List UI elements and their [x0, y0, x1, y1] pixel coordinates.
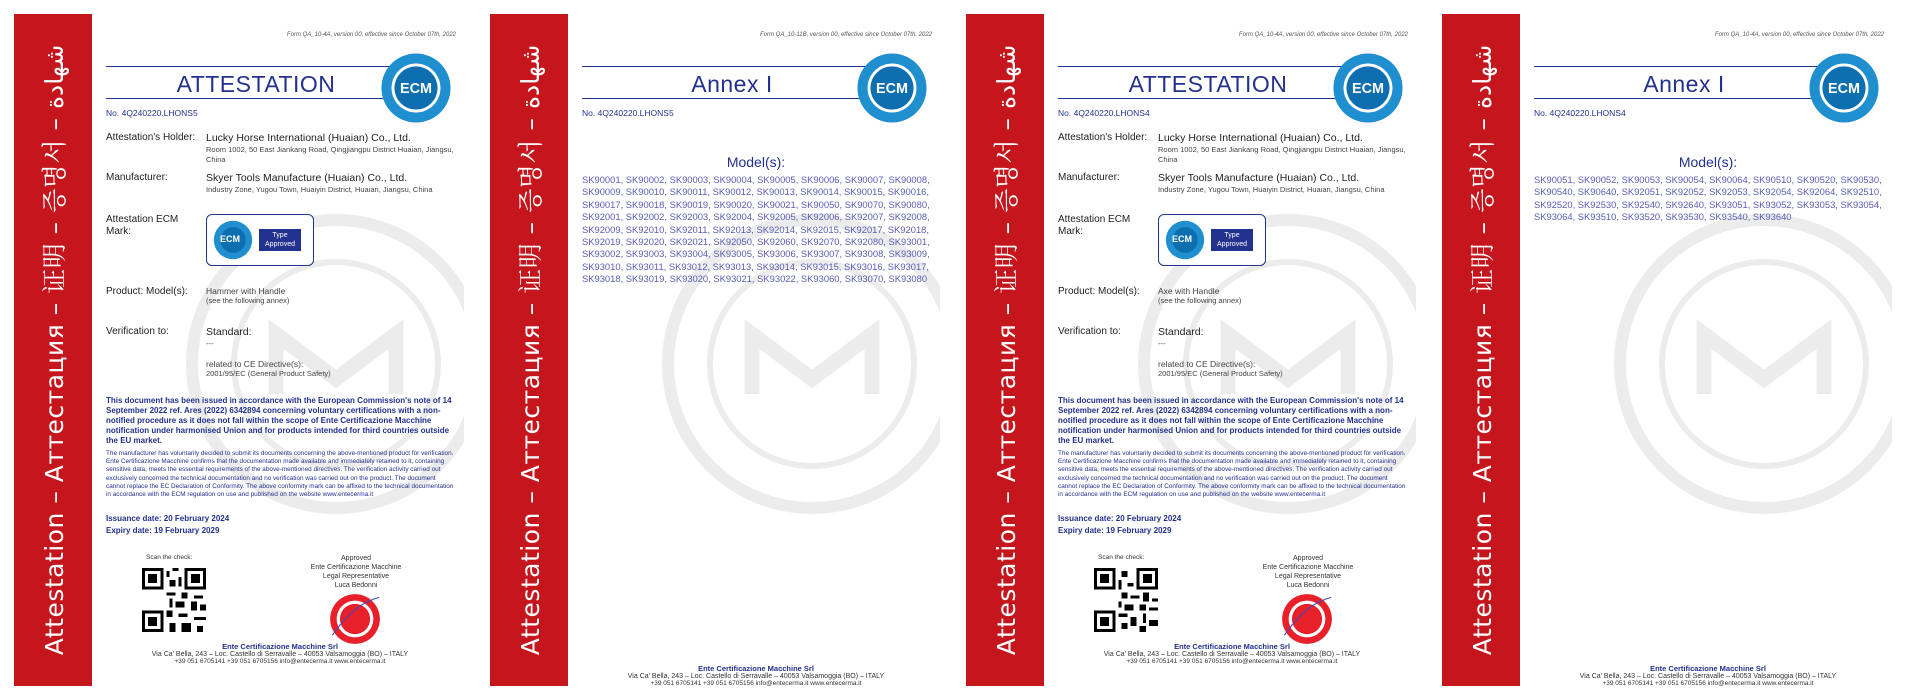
- title-rule-top: [1534, 66, 1834, 67]
- directive-value: 2001/95/EC (General Product Safety): [206, 369, 331, 378]
- verification-dash: ---: [1158, 339, 1166, 348]
- manufacturer-label: Manufacturer:: [1058, 172, 1120, 183]
- footer-contact: +39 051 6705141 +39 051 6705156 info@entecerma.it www.entecerma.it: [1126, 658, 1338, 665]
- verification-label: Verification to:: [1058, 326, 1121, 337]
- ecm-type-approved-badge: [1158, 214, 1266, 266]
- document-number: No. 4Q240220.LHONS5: [106, 108, 198, 118]
- qr-code-icon[interactable]: [142, 568, 206, 632]
- ecm-logo-icon: [380, 52, 452, 124]
- manufacturer-name: Skyer Tools Manufacture (Huaian) Co., Ltd.: [1158, 172, 1360, 184]
- side-banner-text: Attestation – Аттестация – 证明 – 증명서 – شهادة: [516, 44, 545, 656]
- qr-label: Scan the check:: [146, 554, 193, 561]
- legal-notice: This document has been issued in accordance with the European Commission's note of 14 September 2022 ref. Ares (2022) 6342894 concerning voluntary certifications with a non-notified procedure as it does not fall within the scope of Ente Certificazione Macchine notification under harmonised Union and for products intended for third countries outside the EU market.: [1058, 396, 1404, 445]
- side-banner: [966, 14, 1044, 686]
- annex-title: Annex I: [691, 71, 773, 97]
- page-content: [582, 14, 932, 686]
- verification-standard: Standard:: [1158, 326, 1204, 338]
- type-approved-box: Type Approved: [1211, 229, 1253, 251]
- footer-company: Ente Certificazione Macchine Srl: [222, 642, 338, 651]
- holder-label: Attestation's Holder:: [1058, 132, 1148, 143]
- footer-company: Ente Certificazione Macchine Srl: [1650, 664, 1766, 673]
- footer-contact: +39 051 6705141 +39 051 6705156 info@entecerma.it www.entecerma.it: [174, 658, 386, 665]
- ecm-logo-icon: [856, 52, 928, 124]
- badge-ecm-text: ECM: [220, 234, 240, 244]
- verification-dash: ---: [206, 339, 214, 348]
- approved-text: Approved Ente Certificazione Macchine Legal Representative Luca Bedonni: [1262, 555, 1354, 589]
- holder-label: Attestation's Holder:: [106, 132, 196, 143]
- attestation-page-2: [966, 14, 1416, 686]
- ecm-stamp-icon: [328, 592, 382, 646]
- body-text: The manufacturer has voluntarily decided to submit its documents concerning the above-mentioned product for verification. Ente Certificazione Macchine confirms that the documentation made available and immediately retained to it, containing sensitive data, meets the essential requirements of the above-mentioned directives. The verification activity carried out exclusively concerned the technical documentation and no verification was carried out on the product. The document cannot replace the EC Declaration of Conformity. The above conformity mark can be affixed to the technical documentation in accordance with the ECM regulation on use and published on the website www.entecerma.it: [1058, 450, 1406, 499]
- mark-label: Attestation ECM Mark:: [1058, 214, 1131, 237]
- title-rule-bottom: [582, 98, 882, 99]
- side-banner: [14, 14, 92, 686]
- title-rule-top: [1058, 66, 1358, 67]
- expiry-date: Expiry date: 19 February 2029: [1058, 526, 1172, 535]
- annex-title: Annex I: [1643, 71, 1725, 97]
- document-title: ATTESTATION: [176, 71, 336, 97]
- title-rule-bottom: [1534, 98, 1834, 99]
- footer-contact: +39 051 6705141 +39 051 6705156 info@entecerma.it www.entecerma.it: [650, 680, 862, 686]
- document-number: No. 4Q240220.LHONS4: [1058, 108, 1150, 118]
- legal-notice: This document has been issued in accordance with the European Commission's note of 14 September 2022 ref. Ares (2022) 6342894 concerning voluntary certifications with a non-notified procedure as it does not fall within the scope of Ente Certificazione Macchine notification under harmonised Union and for products intended for third countries outside the EU market.: [106, 396, 452, 445]
- qr-label: Scan the check:: [1098, 554, 1145, 561]
- side-banner: [490, 14, 568, 686]
- issuance-date: Issuance date: 20 February 2024: [106, 514, 230, 523]
- footer-address: Via Ca' Bella, 243 – Loc. Castello di Serravalle – 40053 Valsamoggia (BO) – ITALY: [1579, 673, 1837, 680]
- footer: [1534, 664, 1882, 686]
- footer-company: Ente Certificazione Macchine Srl: [698, 664, 814, 673]
- badge-ecm-text: ECM: [1172, 234, 1192, 244]
- ecm-type-approved-badge: [206, 214, 314, 266]
- approved-signature: [266, 554, 446, 590]
- document-number: No. 4Q240220.LHONS4: [1534, 108, 1626, 118]
- manufacturer-address: Industry Zone, Yugou Town, Huaiyin District, Huaian, Jiangsu, China: [1158, 185, 1385, 194]
- title-block: [106, 64, 406, 100]
- title-rule-top: [106, 66, 406, 67]
- annex-page-2: [1442, 14, 1892, 686]
- side-banner-text: Attestation – Аттестация – 证明 – 증명서 – شهادة: [1468, 44, 1497, 656]
- product-label: Product: Model(s):: [1058, 286, 1140, 297]
- title-rule-top: [582, 66, 882, 67]
- attestation-page-1: [14, 14, 464, 686]
- models-list: SK90051, SK90052, SK90053, SK90054, SK90064, SK90510, SK90520, SK90530, SK90540, SK90640, SK92051, SK92052, SK92053, SK92054, SK92064, SK92510, SK92520, SK92530, SK92540, SK92640, SK93051, SK93052, SK93053, SK93054, SK93064, SK93510, SK93520, SK93530, SK93540, SK93640: [1534, 174, 1882, 223]
- svg-text:ECM: ECM: [400, 81, 432, 98]
- verification-label: Verification to:: [106, 326, 169, 337]
- side-banner: [1442, 14, 1520, 686]
- svg-text:ECM: ECM: [1828, 81, 1860, 98]
- footer: [582, 664, 930, 686]
- form-version: Form QA_10-4A, version 00, effective since October 07th, 2022: [1714, 32, 1884, 38]
- annex-page-1: [490, 14, 940, 686]
- approved-signature: [1218, 554, 1398, 590]
- holder-name: Lucky Horse International (Huaian) Co., Ltd.: [1158, 132, 1363, 144]
- document-number: No. 4Q240220.LHONS5: [582, 108, 674, 118]
- title-rule-bottom: [1058, 98, 1358, 99]
- title-rule-bottom: [106, 98, 406, 99]
- product-models: (see the following annex): [1158, 296, 1242, 305]
- directive-label: related to CE Directive(s):: [206, 359, 304, 369]
- directive-label: related to CE Directive(s):: [1158, 359, 1256, 369]
- page-content: [1534, 14, 1884, 686]
- body-text: The manufacturer has voluntarily decided to submit its documents concerning the above-mentioned product for verification. Ente Certificazione Macchine confirms that the documentation made available and immediately retained to it, containing sensitive data, meets the essential requirements of the above-mentioned directives. The verification activity carried out exclusively concerned the technical documentation and no verification was carried out on the product. The document cannot replace the EC Declaration of Conformity. The above conformity mark can be affixed to the technical documentation in accordance with the ECM regulation on use and published on the website www.entecerma.it: [106, 450, 454, 499]
- svg-text:ECM: ECM: [1352, 81, 1384, 98]
- approved-text: Approved Ente Certificazione Macchine Legal Representative Luca Bedonni: [310, 555, 402, 589]
- product-name: Hammer with Handle: [206, 286, 286, 296]
- directive-value: 2001/95/EC (General Product Safety): [1158, 369, 1283, 378]
- product-label: Product: Model(s):: [106, 286, 188, 297]
- ecm-watermark-icon: [1614, 214, 1892, 514]
- page-content: [1058, 14, 1408, 686]
- svg-text:ECM: ECM: [876, 81, 908, 98]
- footer: [106, 642, 454, 665]
- manufacturer-name: Skyer Tools Manufacture (Huaian) Co., Ltd.: [206, 172, 408, 184]
- document-title: ATTESTATION: [1128, 71, 1288, 97]
- footer-address: Via Ca' Bella, 243 – Loc. Castello di Serravalle – 40053 Valsamoggia (BO) – ITALY: [627, 673, 885, 680]
- form-version: Form QA_10-4A, version 00, effective since October 07th, 2022: [1238, 32, 1408, 38]
- manufacturer-address: Industry Zone, Yugou Town, Huaiyin District, Huaian, Jiangsu, China: [206, 185, 433, 194]
- ecm-logo-icon: [1808, 52, 1880, 124]
- footer-company: Ente Certificazione Macchine Srl: [1174, 642, 1290, 651]
- type-approved-box: Type Approved: [259, 229, 301, 251]
- verification-standard: Standard:: [206, 326, 252, 338]
- side-banner-text: Attestation – Аттестация – 证明 – 증명서 – شهادة: [40, 44, 69, 656]
- expiry-date: Expiry date: 19 February 2029: [106, 526, 220, 535]
- footer-contact: +39 051 6705141 +39 051 6705156 info@entecerma.it www.entecerma.it: [1602, 680, 1814, 686]
- models-heading: Model(s):: [726, 154, 786, 170]
- holder-name: Lucky Horse International (Huaian) Co., Ltd.: [206, 132, 411, 144]
- models-heading: Model(s):: [1678, 154, 1738, 170]
- models-list: SK90001, SK90002, SK90003, SK90004, SK90005, SK90006, SK90007, SK90008, SK90009, SK90010, SK90011, SK90012, SK90013, SK90014, SK90015, SK90016, SK90017, SK90018, SK90019, SK90020, SK90021, SK90050, SK90070, SK90080, SK92001, SK92002, SK92003, SK92004, SK92005, SK92006, SK92007, SK92008, SK92009, SK92010, SK92011, SK92013, SK92014, SK92015, SK92017, SK92018, SK92019, SK92020, SK92021, SK92050, SK92060, SK92070, SK92080, SK93001, SK93002, SK93003, SK93004, SK93005, SK93006, SK93007, SK93008, SK93009, SK93010, SK93011, SK93012, SK93013, SK93014, SK93015, SK93016, SK93017, SK93018, SK93019, SK93020, SK93021, SK93022, SK93060, SK93070, SK93080: [582, 174, 930, 285]
- holder-address: Room 1002, 50 East Jiankang Road, Qingjiangpu District Huaian, Jiangsu, China: [1158, 145, 1406, 164]
- product-name: Axe with Handle: [1158, 286, 1220, 296]
- holder-address: Room 1002, 50 East Jiankang Road, Qingjiangpu District Huaian, Jiangsu, China: [206, 145, 454, 164]
- mark-label: Attestation ECM Mark:: [106, 214, 179, 237]
- ecm-logo-icon: [1332, 52, 1404, 124]
- title-block: [1534, 64, 1834, 100]
- page-content: [106, 14, 456, 686]
- form-version: Form QA_10-4A, version 00, effective since October 07th, 2022: [286, 32, 456, 38]
- product-models: (see the following annex): [206, 296, 290, 305]
- issuance-date: Issuance date: 20 February 2024: [1058, 514, 1182, 523]
- footer-address: Via Ca' Bella, 243 – Loc. Castello di Serravalle – 40053 Valsamoggia (BO) – ITALY: [151, 651, 409, 658]
- footer: [1058, 642, 1406, 665]
- ecm-stamp-icon: [1280, 592, 1334, 646]
- title-block: [1058, 64, 1358, 100]
- side-banner-text: Attestation – Аттестация – 证明 – 증명서 – شهادة: [992, 44, 1021, 656]
- qr-code-icon[interactable]: [1094, 568, 1158, 632]
- footer-address: Via Ca' Bella, 243 – Loc. Castello di Serravalle – 40053 Valsamoggia (BO) – ITALY: [1103, 651, 1361, 658]
- title-block: [582, 64, 882, 100]
- form-version: Form QA_10-11B, version 00, effective since October 07th, 2022: [760, 32, 932, 38]
- manufacturer-label: Manufacturer:: [106, 172, 168, 183]
